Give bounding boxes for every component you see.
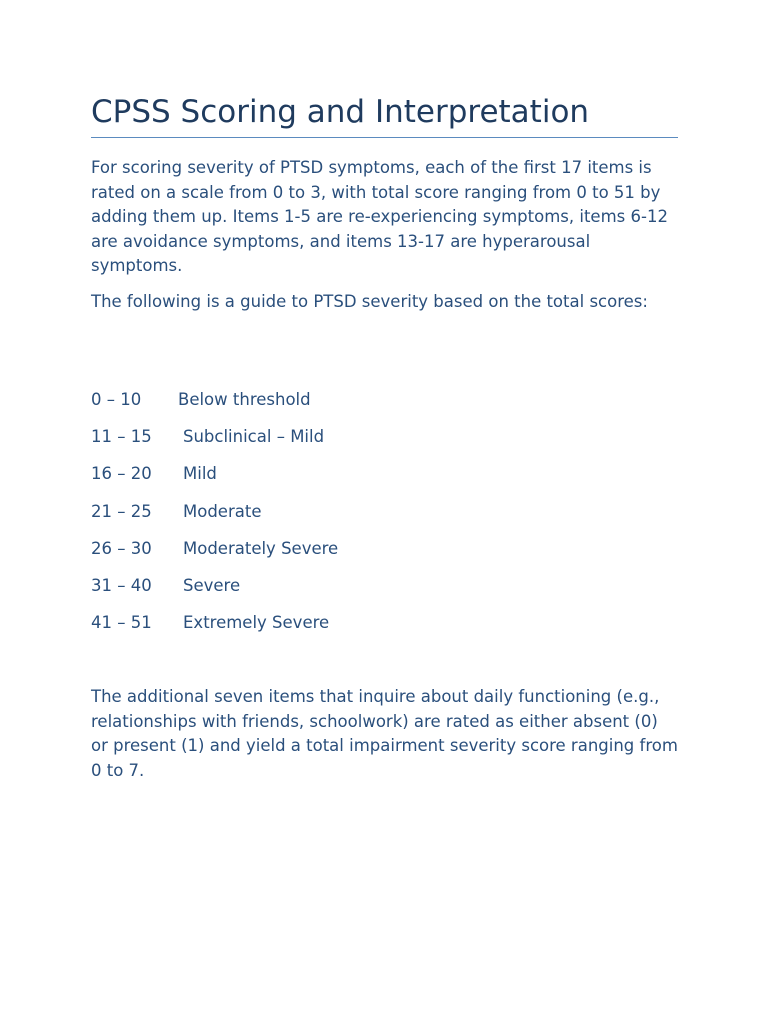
severity-range: 21 – 25 [91, 501, 152, 521]
severity-row [91, 462, 591, 499]
severity-row [91, 388, 591, 425]
severity-scale-list [91, 388, 591, 648]
title-underline [91, 137, 678, 138]
severity-label: Mild [183, 464, 217, 484]
severity-label: Below threshold [178, 390, 311, 409]
severity-label: Extremely Severe [183, 613, 330, 633]
functioning-paragraph: The additional seven items that inquire about daily functioning (e.g., relationships with friends, schoolwork) are rated as either absent (0) or present (1) and yield a total impairment severity score ranging from 0 to 7. [91, 687, 678, 780]
severity-row [91, 425, 591, 462]
severity-range: 31 – 40 [91, 575, 152, 595]
severity-label: Severe [183, 575, 241, 595]
severity-label: Moderately Severe [183, 538, 339, 558]
scoring-paragraph: For scoring severity of PTSD symptoms, each of the first 17 items is rated on a scale from 0 to 3, with total score ranging from 0 to 51 by adding them up. Items 1-5 are re-experiencing symptoms, items 6-12 are avoidance symptoms, and items 13-17 are hyperarousal symptoms. [91, 158, 668, 276]
severity-row [91, 611, 591, 648]
severity-range: 16 – 20 [91, 464, 152, 484]
severity-label: Subclinical – Mild [183, 427, 325, 447]
page-title: CPSS Scoring and Interpretation [91, 94, 590, 130]
severity-row [91, 537, 591, 574]
severity-range: 41 – 51 [91, 613, 152, 633]
severity-row [91, 500, 591, 537]
severity-label: Moderate [183, 501, 262, 521]
guide-intro-paragraph: The following is a guide to PTSD severity based on the total scores: [91, 292, 648, 311]
severity-range: 0 – 10 [91, 390, 142, 409]
severity-range: 11 – 15 [91, 427, 152, 447]
severity-row [91, 574, 591, 611]
severity-range: 26 – 30 [91, 538, 152, 558]
